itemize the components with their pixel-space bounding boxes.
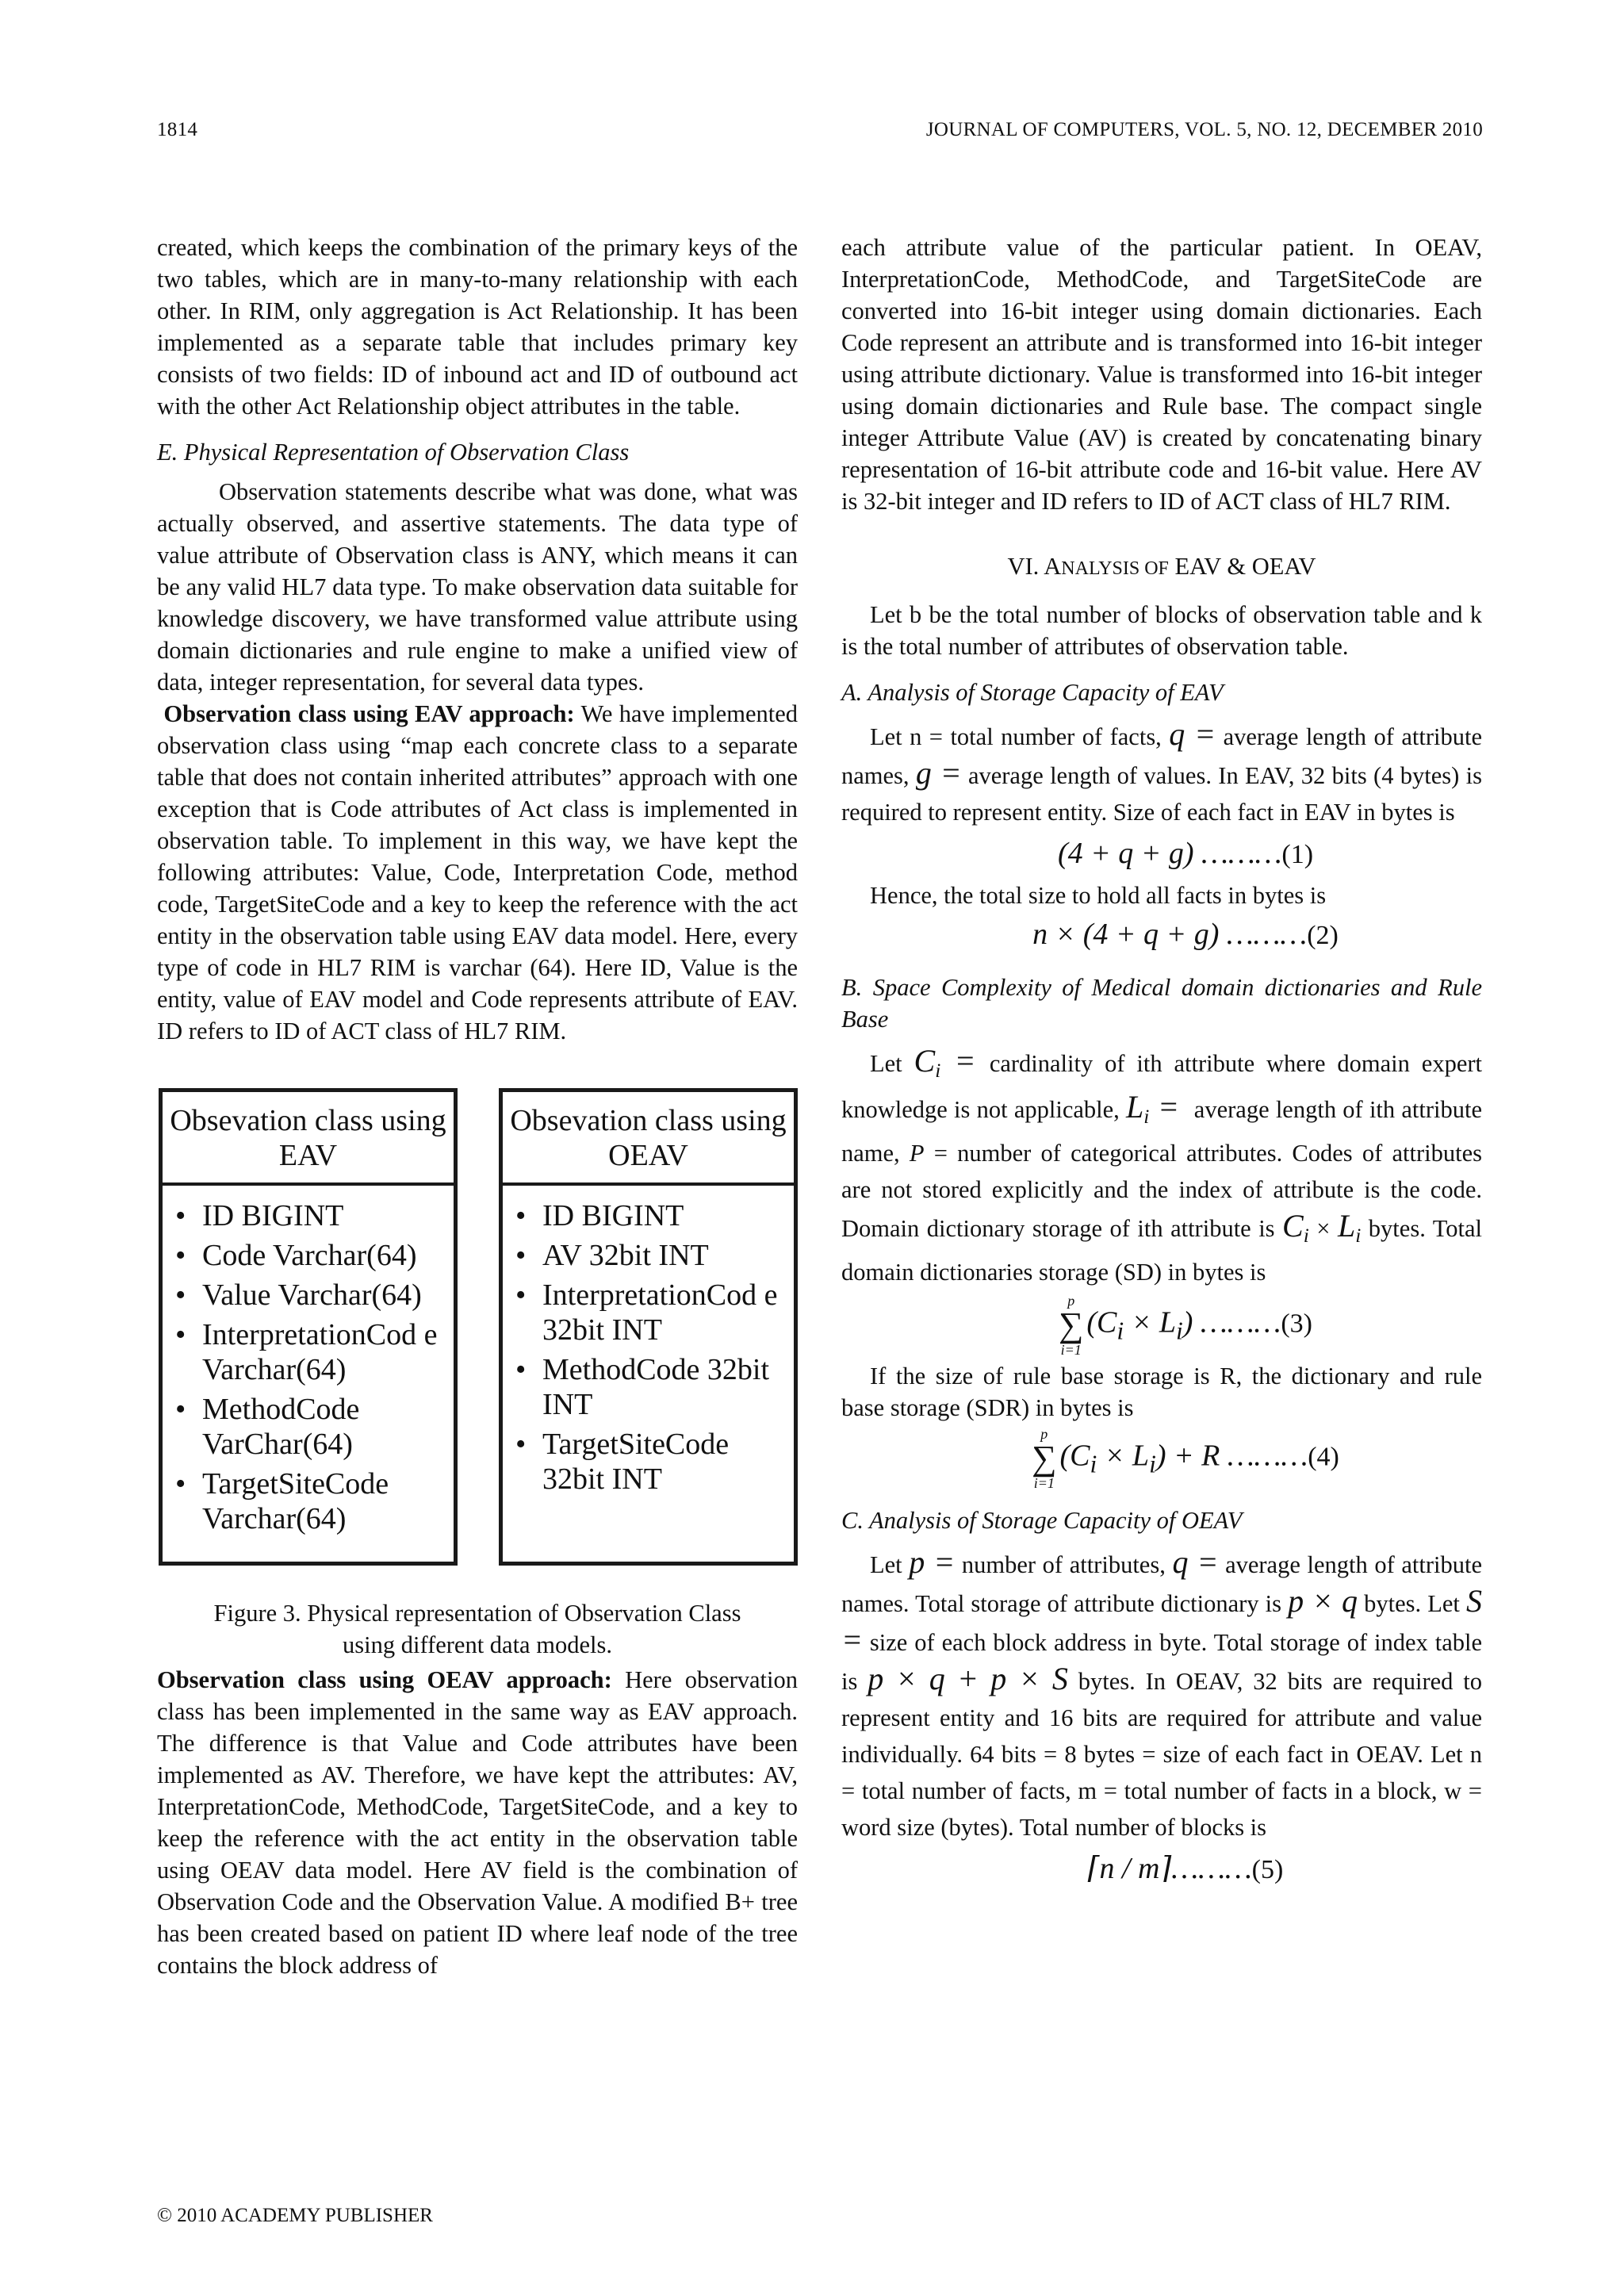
left-column xyxy=(157,232,798,1981)
paragraph: Observation statements describe what was done, what was actually observed, and assertive statements. The data type of value attribute of Observation class is ANY, which means it can be any valid HL7 data type. To make observation data suitable for knowledge discovery, we have transformed value attribute using domain dictionaries and rule engine to make a unified view of data, integer representation, for several data types. xyxy=(157,478,798,696)
right-column xyxy=(841,232,1482,1895)
eav-attribute-list xyxy=(163,1186,454,1536)
text: Let xyxy=(870,1050,914,1077)
equation-body: (C xyxy=(1086,1306,1117,1340)
math-p: p = xyxy=(909,1544,956,1581)
heading-part: EAV & OEAV xyxy=(1168,553,1316,580)
list-item: • AV 32bit INT xyxy=(542,1238,786,1273)
summation: p ∑ i=1 xyxy=(1059,1293,1084,1359)
equation-number: (4) xyxy=(1308,1443,1339,1472)
list-item: • InterpretationCod e Varchar(64) xyxy=(202,1317,446,1387)
page-number: 1814 xyxy=(157,119,198,140)
math-sub: i xyxy=(1090,1450,1097,1478)
math-eq: = xyxy=(940,1043,990,1079)
text: cardinality of ith attribute where domain expert knowledge is not applicable, xyxy=(841,1050,1482,1124)
equation-body: (4 + q + g) ……… xyxy=(1057,837,1282,870)
sum-upper: p xyxy=(1040,1426,1048,1443)
math-s: S = xyxy=(841,1583,1482,1658)
math-p: P xyxy=(909,1140,925,1167)
bold-lead: Observation class using EAV approach: xyxy=(163,700,575,727)
equation-5 xyxy=(889,1847,1482,1892)
equation-body: n × (4 + q + g) ……… xyxy=(1032,918,1308,951)
list-item: • MethodCode VarChar(64) xyxy=(202,1392,446,1462)
text: Let xyxy=(870,1551,910,1579)
text: = number of categorical attributes. Codes of attributes are not stored explicitly and the index of attribute is the code. Domain dictionary storage of ith attribute is xyxy=(841,1140,1482,1243)
text: Let n = total number of facts, xyxy=(870,723,1170,750)
equation-body: ⌈n / m⌉……… xyxy=(1087,1852,1252,1886)
heading-part: NALYSIS OF xyxy=(1061,558,1169,579)
eav-box xyxy=(159,1088,458,1566)
math-sub: i xyxy=(1355,1225,1362,1248)
equation-1 xyxy=(889,832,1482,876)
figure-caption-line2: using different data models. xyxy=(343,1631,612,1658)
text: average length of values. In EAV, 32 bits (4 bytes) is required to represent entity. Size of each fact in EAV in bytes is xyxy=(841,762,1483,826)
list-item: • Value Varchar(64) xyxy=(202,1278,446,1313)
text: bytes. In OEAV, 32 bits are required to represent entity and 16 bits are required for attribute and value individually. 64 bits = 8 bytes = size of each fact in OEAV. Let n = total number of facts, m = total number of facts in a block, w = word size (bytes). Total number of blocks is xyxy=(841,1668,1483,1842)
paragraph: created, which keeps the combination of the primary keys of the two tables, which are in many-to-many relationship with each other. In RIM, only aggregation is Act Relationship. It has been implemented as a separate table that includes primary key consists of two fields: ID of inbound act and ID of outbound act with the other Act Relationship object attributes in the table. xyxy=(157,234,798,420)
equation-body: × L xyxy=(1124,1306,1176,1340)
text: average length of attribute names, xyxy=(841,723,1483,789)
equation-number: (5) xyxy=(1251,1855,1284,1885)
paragraph-dictionary: Let $C_i$ = cardinality of ith attribute where domain expert knowledge is not applicable, $L_i$ = average length of ith attribute name, P = number of categorical attributes. Codes of attributes are not stored explicitly and the index of attribute is the code. Domain dictionary storage of ith attribute is $C_i \times L_i$ bytes. Total domain dictionaries storage (SD) in bytes is xyxy=(841,1043,1483,1286)
paragraph-oeav-storage xyxy=(841,1544,1482,1846)
paragraph: each attribute value of the particular patient. In OEAV, InterpretationCode, MethodCode, and TargetSiteCode are converted into 16-bit integer using domain dictionaries. Each Code represent an attribute and is transformed into 16-bit integer using attribute dictionary. Value is transformed into 16-bit integer using domain dictionaries and Rule base. The compact single integer Attribute Value (AV) is created by concatenating binary representation of 16-bit attribute code and 16-bit value. Here AV is 32-bit integer and ID refers to ID of ACT class of HL7 RIM. xyxy=(841,234,1482,515)
oeav-attribute-list xyxy=(503,1186,794,1497)
text: bytes. Total domain dictionaries storage (SD) in bytes is xyxy=(841,1215,1482,1286)
math-sub: i xyxy=(1143,1106,1150,1129)
section-heading-vi xyxy=(841,550,1482,585)
equation-number: (2) xyxy=(1307,921,1339,950)
math-sub: i xyxy=(1175,1317,1183,1345)
section-heading-e: E. Physical Representation of Observation Class xyxy=(157,439,630,466)
list-item: • ID BIGINT xyxy=(542,1198,786,1233)
sum-lower: i=1 xyxy=(1033,1475,1055,1492)
math-g: g = xyxy=(915,755,962,791)
section-heading-c: C. Analysis of Storage Capacity of OEAV xyxy=(841,1507,1243,1535)
bold-lead: Observation class using OEAV approach: xyxy=(157,1666,612,1693)
math-sub: i xyxy=(1149,1450,1156,1478)
list-item: • InterpretationCod e 32bit INT xyxy=(542,1278,786,1347)
paragraph-eav xyxy=(157,698,798,1047)
math-c: C xyxy=(914,1043,936,1079)
text: average length of ith attribute name, xyxy=(841,1096,1483,1167)
equation-3 xyxy=(889,1294,1482,1357)
oeav-box-title: Obsevation class using OEAV xyxy=(503,1092,794,1186)
equation-2 xyxy=(889,913,1482,957)
sum-lower: i=1 xyxy=(1060,1342,1082,1359)
math-times: × xyxy=(1308,1215,1338,1243)
text: size of each block address in byte. Total storage of index table is xyxy=(841,1629,1482,1696)
text: average length of attribute names. Total storage of attribute dictionary is xyxy=(841,1551,1483,1618)
summation: p ∑ i=1 xyxy=(1032,1426,1057,1492)
paragraph-text: Here observation class has been implemented in the same way as EAV approach. The difference is that Value and Code attributes have been implemented as AV. Therefore, we have kept the attributes: AV, InterpretationCode, MethodCode, TargetSiteCode, and a key to keep the reference with the act entity in the observation table using OEAV data model. Here AV field is the combination of Observation Code and the Observation Value. A modified B+ tree has been created based on patient ID where leaf node of the tree contains the block address of xyxy=(157,1666,798,1979)
math-sub: i xyxy=(935,1060,941,1083)
oeav-box xyxy=(499,1088,798,1566)
paragraph-oeav xyxy=(157,1664,798,1981)
paragraph: If the size of rule base storage is R, the dictionary and rule base storage (SDR) in bytes is xyxy=(841,1363,1482,1422)
equation-body: (C xyxy=(1059,1439,1090,1473)
figure-3 xyxy=(157,1088,798,1566)
paragraph: Let b be the total number of blocks of observation table and k is the total number of attributes of observation table. xyxy=(841,601,1482,660)
paragraph-text: We have implemented observation class using “map each concrete class to a separate table that does not contain inherited attributes” approach with one exception that is Code attributes of Act class is implemented in observation table. To implement in this way, we have kept the following attributes: Value, Code, Interpretation Code, method code, TargetSiteCode and a key to keep the reference with the act entity in the observation table using EAV data model. Here, every type of code in HL7 RIM is varchar (64). Here ID, Value is the entity, value of EAV model and Code represents attribute of EAV. ID refers to ID of ACT class of HL7 RIM. xyxy=(157,700,798,1045)
equation-4 xyxy=(889,1427,1482,1490)
text: number of attributes, xyxy=(955,1551,1173,1579)
math-pqps: p × q + p × S xyxy=(868,1661,1068,1697)
math-l: L xyxy=(1338,1208,1356,1244)
math-q: q = xyxy=(1172,1544,1219,1581)
list-item: • MethodCode 32bit INT xyxy=(542,1352,786,1422)
section-heading-b: B. Space Complexity of Medical domain dictionaries and Rule Base xyxy=(841,974,1482,1033)
eav-box-title: Obsevation class using EAV xyxy=(163,1092,454,1186)
journal-header: JOURNAL OF COMPUTERS, VOL. 5, NO. 12, DECEMBER 2010 xyxy=(925,119,1483,140)
copyright-footer: © 2010 ACADEMY PUBLISHER xyxy=(157,2205,433,2226)
paragraph: Hence, the total size to hold all facts in bytes is xyxy=(870,882,1327,909)
math-sub: i xyxy=(1116,1317,1124,1345)
sum-upper: p xyxy=(1067,1293,1075,1309)
heading-part: VI. A xyxy=(1007,553,1062,580)
text: bytes. Let xyxy=(1358,1590,1466,1618)
equation-number: (1) xyxy=(1281,840,1314,869)
math-pq: p × q xyxy=(1288,1583,1358,1619)
equation-body: ) ……… xyxy=(1182,1306,1281,1340)
math-c: C xyxy=(1282,1208,1304,1244)
equation-body: × L xyxy=(1097,1439,1150,1473)
math-l: L xyxy=(1126,1089,1144,1125)
equation-number: (3) xyxy=(1281,1309,1312,1339)
math-sub: i xyxy=(1303,1225,1309,1248)
paragraph-eav-storage xyxy=(841,716,1482,830)
equation-body: ) + R ……… xyxy=(1155,1439,1308,1473)
list-item: • TargetSiteCode 32bit INT xyxy=(542,1427,786,1497)
list-item: • TargetSiteCode Varchar(64) xyxy=(202,1466,446,1536)
list-item: • Code Varchar(64) xyxy=(202,1238,446,1273)
section-heading-a: A. Analysis of Storage Capacity of EAV xyxy=(841,679,1224,706)
list-item: • ID BIGINT xyxy=(202,1198,446,1233)
figure-caption-line1: Figure 3. Physical representation of Observation Class xyxy=(213,1600,741,1627)
math-q: q = xyxy=(1169,716,1216,752)
